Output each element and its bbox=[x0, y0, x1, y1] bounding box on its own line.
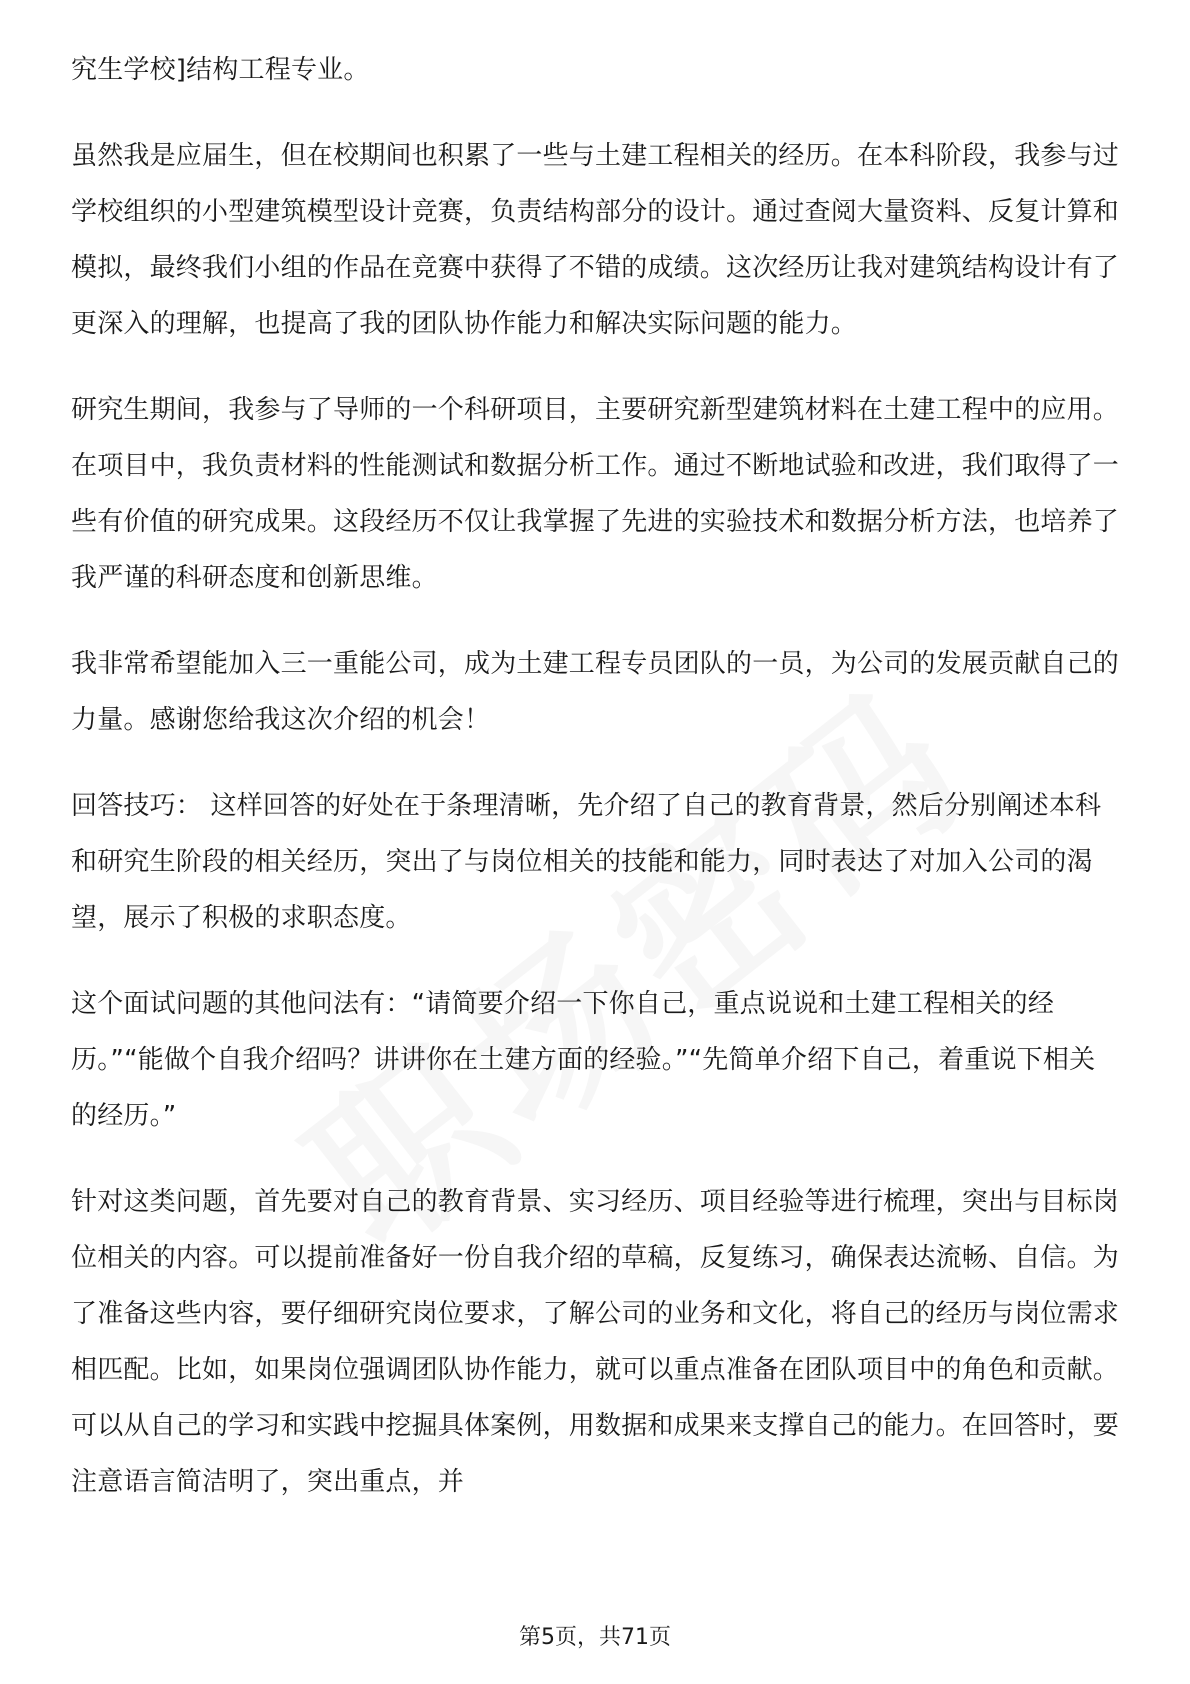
paragraph: 我非常希望能加入三一重能公司，成为土建工程专员团队的一员，为公司的发展贡献自己的力量。感谢您给我这次介绍的机会！ bbox=[71, 649, 1120, 735]
paragraph: 这个面试问题的其他问法有：“请简要介绍一下你自己，重点说说和土建工程相关的经历。”“能做个自我介绍吗？讲讲你在土建方面的经验。”“先简单介绍下自己，着重说下相关的经历。” bbox=[71, 989, 1096, 1131]
paragraph: 针对这类问题，首先要对自己的教育背景、实习经历、项目经验等进行梳理，突出与目标岗位相关的内容。可以提前准备好一份自我介绍的草稿，反复练习，确保表达流畅、自信。为了准备这些内容，要仔细研究岗位要求，了解公司的业务和文化，将自己的经历与岗位需求相匹配。比如，如果岗位强调团队协作能力，就可以重点准备在团队项目中的角色和贡献。可以从自己的学习和实践中挖掘具体案例，用数据和成果来支撑自己的能力。在回答时，要注意语言简洁明了，突出重点，并 bbox=[71, 1187, 1120, 1497]
paragraph: 究生学校]结构工程专业。 bbox=[71, 55, 370, 85]
document-body bbox=[71, 42, 1121, 1540]
paragraph: 回答技巧： 这样回答的好处在于条理清晰，先介绍了自己的教育背景，然后分别阐述本科和研究生阶段的相关经历，突出了与岗位相关的技能和能力，同时表达了对加入公司的渴望，展示了积极的求职态度。 bbox=[71, 791, 1102, 933]
paragraph: 研究生期间，我参与了导师的一个科研项目，主要研究新型建筑材料在土建工程中的应用。在项目中，我负责材料的性能测试和数据分析工作。通过不断地试验和改进，我们取得了一些有价值的研究成果。这段经历不仅让我掌握了先进的实验技术和数据分析方法，也培养了我严谨的科研态度和创新思维。 bbox=[71, 395, 1120, 593]
page-number-footer: 第5页，共71页 bbox=[519, 1625, 671, 1650]
paragraph: 虽然我是应届生，但在校期间也积累了一些与土建工程相关的经历。在本科阶段，我参与过学校组织的小型建筑模型设计竞赛，负责结构部分的设计。通过查阅大量资料、反复计算和模拟，最终我们小组的作品在竞赛中获得了不错的成绩。这次经历让我对建筑结构设计有了更深入的理解，也提高了我的团队协作能力和解决实际问题的能力。 bbox=[71, 141, 1120, 339]
